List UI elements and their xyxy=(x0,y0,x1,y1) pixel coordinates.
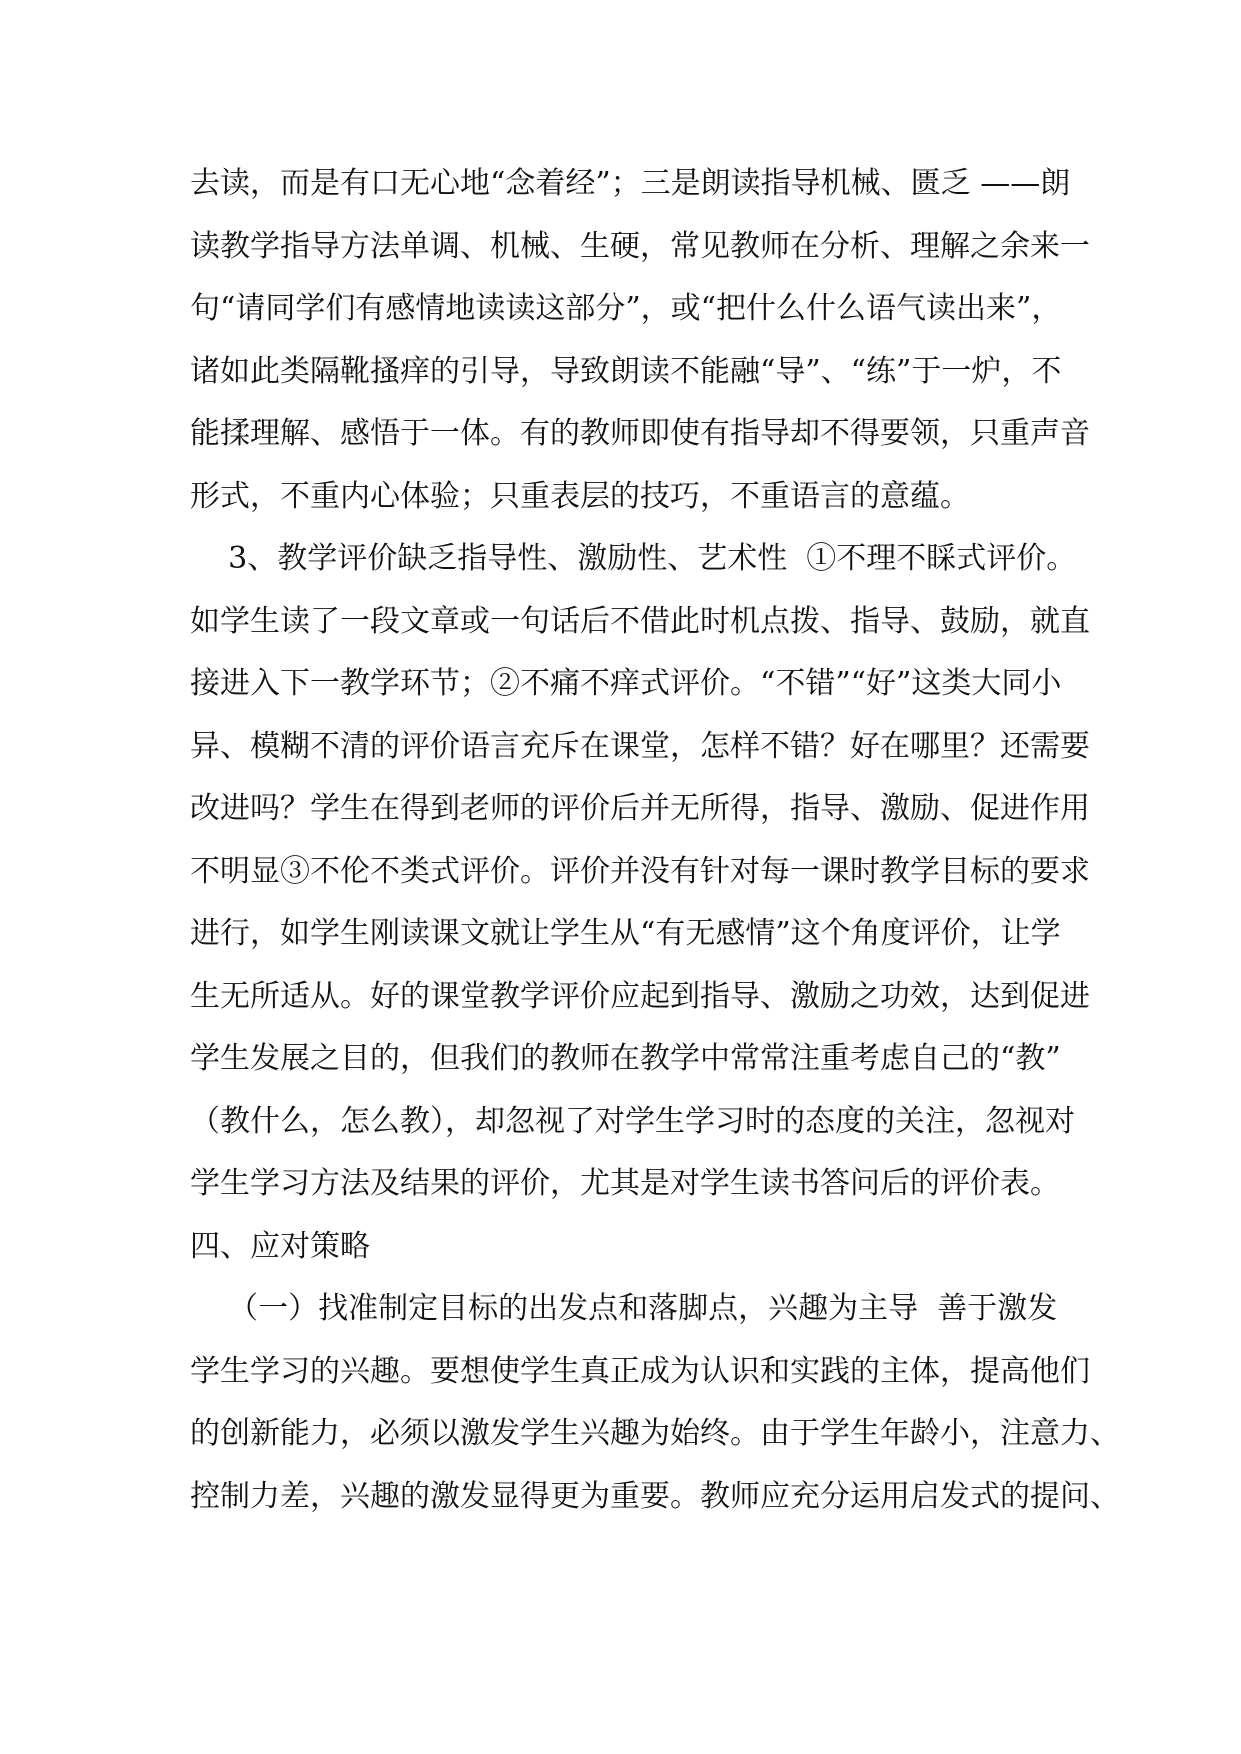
text-line: （教什么，怎么教），却忽视了对学生学习时的态度的关注，忽视对 xyxy=(190,1103,1075,1139)
text-line: 生无所适从。好的课堂教学评价应起到指导、激励之功效，达到促进 xyxy=(190,978,1090,1014)
text-line: 不明显③不伦不类式评价。评价并没有针对每一课时教学目标的要求 xyxy=(190,853,1090,889)
text-line: 学生发展之目的，但我们的教师在教学中常常注重考虑自己的“教” xyxy=(190,1041,1061,1076)
text-line: 去读，而是有口无心地“念着经”；三是朗读指导机械、匮乏 ——朗 xyxy=(190,166,1071,201)
text-line: 的创新能力，必须以激发学生兴趣为始终。由于学生年龄小，注意力、 xyxy=(190,1416,1120,1451)
text-line: （一）找准制定目标的出发点和落脚点，兴趣为主导 善于激发 xyxy=(190,1291,1058,1326)
text-line: 如学生读了一段文章或一句话后不借此时机点拨、指导、鼓励，就直 xyxy=(190,603,1090,639)
body-text xyxy=(190,153,1120,1528)
text-line: 形式，不重内心体验；只重表层的技巧，不重语言的意蕴。 xyxy=(190,478,970,514)
text-line: 控制力差，兴趣的激发显得更为重要。教师应充分运用启发式的提问、 xyxy=(190,1478,1120,1514)
text-line: 句“请同学们有感情地读读这部分”，或“把什么什么语气读出来”， xyxy=(190,291,1062,326)
text-line: 学生学习的兴趣。要想使学生真正成为认识和实践的主体，提高他们 xyxy=(190,1353,1090,1389)
text-line: 读教学指导方法单调、机械、生硬，常见教师在分析、理解之余来一 xyxy=(190,228,1090,264)
text-line: 改进吗？学生在得到老师的评价后并无所得，指导、激励、促进作用 xyxy=(190,791,1090,826)
text-line: 异、模糊不清的评价语言充斥在课堂，怎样不错？好在哪里？还需要 xyxy=(190,728,1090,764)
text-line: 3、教学评价缺乏指导性、激励性、艺术性 ①不理不睬式评价。 xyxy=(190,541,1077,576)
text-line: 接进入下一教学环节；②不痛不痒式评价。“不错”“好”这类大同小 xyxy=(190,666,1062,701)
text-line: 诸如此类隔靴搔痒的引导，导致朗读不能融“导”、“练”于一炉，不 xyxy=(190,353,1062,389)
text-line: 进行，如学生刚读课文就让学生从“有无感情”这个角度评价，让学 xyxy=(190,916,1061,951)
text-line: 能揉理解、感悟于一体。有的教师即使有指导却不得要领，只重声音 xyxy=(190,416,1090,451)
section-heading: 四、应对策略 xyxy=(190,1228,370,1264)
text-line: 学生学习方法及结果的评价，尤其是对学生读书答问后的评价表。 xyxy=(190,1166,1060,1201)
